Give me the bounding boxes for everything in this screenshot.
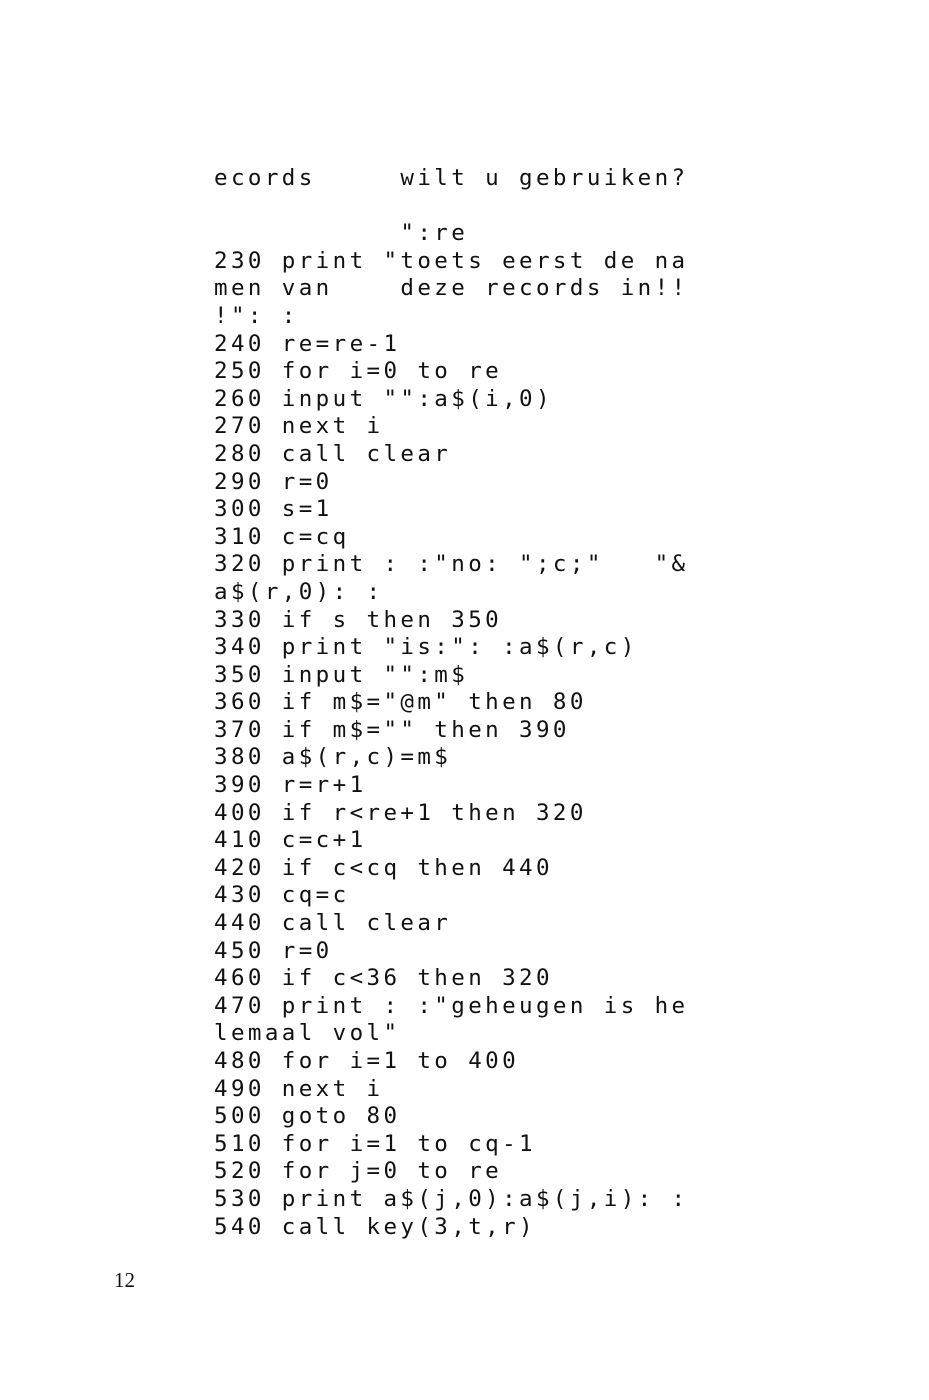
code-line: 360 if m$="@m" then 80 — [214, 689, 587, 716]
code-line: 490 next i — [214, 1075, 384, 1102]
code-line: 470 print : :"geheugen is he — [214, 992, 689, 1019]
code-line: 380 a$(r,c)=m$ — [214, 744, 452, 771]
code-line: 250 for i=0 to re — [214, 358, 503, 385]
code-line: 230 print "toets eerst de na — [214, 247, 689, 274]
code-line: 320 print : :"no: ";c;" "& — [214, 551, 689, 578]
code-line: 300 s=1 — [214, 496, 333, 523]
code-line: 430 cq=c — [214, 882, 350, 909]
code-line: 440 call clear — [214, 910, 452, 937]
code-line: 480 for i=1 to 400 — [214, 1048, 520, 1074]
basic-code-listing — [214, 165, 894, 1241]
code-line: 460 if c<36 then 320 — [214, 965, 553, 992]
code-line: 370 if m$="" then 390 — [214, 716, 570, 743]
code-line: men van deze records in!! — [214, 275, 689, 302]
code-line: 410 c=c+1 — [214, 827, 367, 854]
code-line: lemaal vol" — [214, 1020, 401, 1047]
code-line: 310 c=cq — [214, 523, 350, 550]
code-line: 350 input "":m$ — [214, 661, 469, 688]
code-line — [214, 193, 894, 221]
code-line: 530 print a$(j,0):a$(j,i): : — [214, 1185, 689, 1212]
page-number: 12 — [114, 1268, 135, 1292]
code-line: 240 re=re-1 — [214, 330, 401, 357]
code-line: 520 for j=0 to re — [214, 1158, 503, 1185]
code-line: 450 r=0 — [214, 937, 333, 964]
code-line: a$(r,0): : — [214, 578, 384, 605]
code-line: 280 call clear — [214, 440, 452, 467]
code-line: 330 if s then 350 — [214, 606, 503, 633]
code-line: 290 r=0 — [214, 468, 333, 495]
code-line: ":re — [214, 220, 469, 247]
code-line: 420 if c<cq then 440 — [214, 854, 553, 881]
code-line: 270 next i — [214, 413, 384, 440]
code-line: 340 print "is:": :a$(r,c) — [214, 634, 638, 661]
code-line: 260 input "":a$(i,0) — [214, 385, 553, 412]
code-line: 400 if r<re+1 then 320 — [214, 799, 587, 826]
code-line: 390 r=r+1 — [214, 772, 367, 799]
code-line: ecords wilt u gebruiken? — [214, 165, 689, 191]
code-line: 500 goto 80 — [214, 1103, 401, 1130]
code-line: !": : — [214, 302, 299, 329]
code-line: 510 for i=1 to cq-1 — [214, 1130, 536, 1157]
code-line: 540 call key(3,t,r) — [214, 1213, 536, 1240]
